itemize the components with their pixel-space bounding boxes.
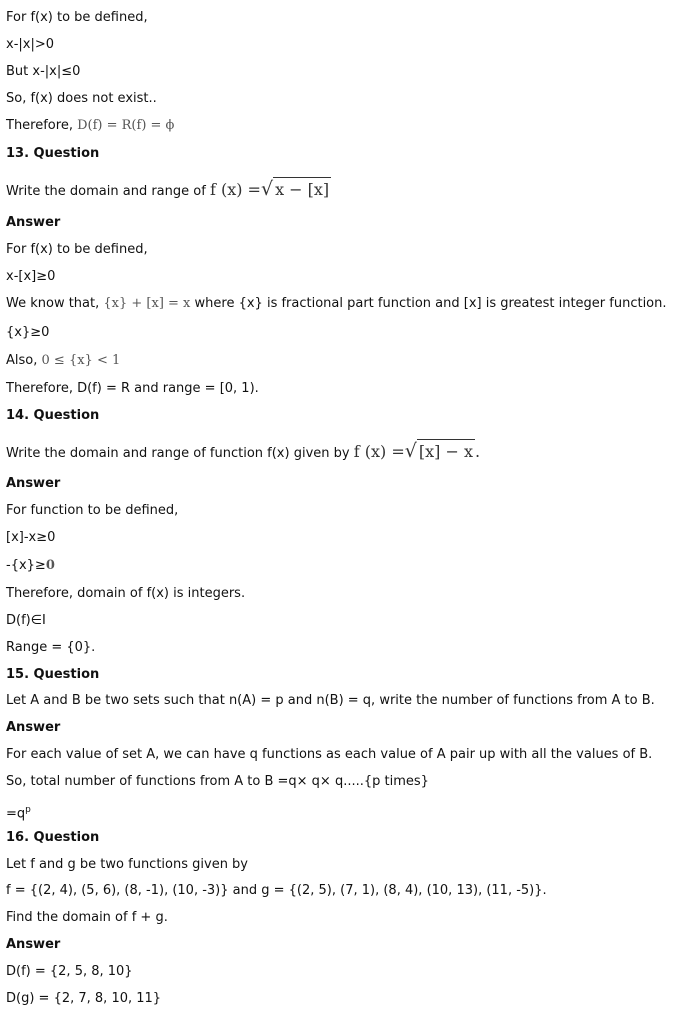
text-line: But x-|x|≤0	[6, 64, 81, 79]
line-text: We know that,	[6, 296, 100, 311]
line-text: Also,	[6, 353, 38, 368]
text-line: [x]-x≥0	[6, 530, 56, 545]
question-text: Find the domain of f + g.	[6, 910, 168, 925]
line-text: where {x} is fractional part function and [x] is greatest integer function.	[194, 296, 667, 311]
line-text: Write the domain and range of	[6, 184, 206, 199]
text-line: {x}≥0	[6, 325, 50, 340]
radical-icon: √	[260, 178, 274, 200]
text-line: For each value of set A, we can have q functions as each value of A pair up with all the values of B.	[6, 747, 653, 762]
answer-label: Answer	[6, 937, 61, 952]
text-line	[6, 296, 667, 312]
text-line	[6, 353, 120, 369]
line-text: Write the domain and range of function f(x) given by	[6, 446, 350, 461]
math-period: .	[474, 442, 481, 461]
question-text: Let A and B be two sets such that n(A) = p and n(B) = q, write the number of functions from A to B.	[6, 693, 655, 708]
line-text: -{x}≥	[6, 558, 46, 573]
question-heading: 13. Question	[6, 146, 100, 161]
text-line: For f(x) to be defined,	[6, 10, 148, 25]
math-expression: {x} + [x] = x	[103, 296, 191, 311]
text-line	[6, 558, 55, 574]
superscript: p	[25, 805, 31, 815]
text-line: For f(x) to be defined,	[6, 242, 148, 257]
question-text: f = {(2, 4), (5, 6), (8, -1), (10, -3)} and g = {(2, 5), (7, 1), (8, 4), (10, 13), (11, -5)}.	[6, 883, 547, 898]
text-line: D(f)∈I	[6, 613, 46, 628]
line-text: =q	[6, 806, 26, 822]
radical-icon: √	[404, 440, 417, 462]
text-line: Range = {0}.	[6, 640, 96, 655]
text-line: Therefore, D(f) = R and range = [0, 1).	[6, 381, 259, 396]
text-line: D(f) = {2, 5, 8, 10}	[6, 964, 133, 979]
question-text: Let f and g be two functions given by	[6, 857, 249, 872]
text-line	[6, 802, 31, 822]
question-heading: 16. Question	[6, 830, 100, 845]
text-line: x-|x|>0	[6, 37, 55, 52]
answer-label: Answer	[6, 215, 61, 230]
math-radicand: x − [x]	[273, 177, 331, 202]
math-lhs: f (x) =	[209, 180, 261, 199]
text-line: D(g) = {2, 7, 8, 10, 11}	[6, 991, 162, 1006]
text-line: x-[x]≥0	[6, 269, 56, 284]
math-expression: 0	[45, 558, 55, 573]
answer-label: Answer	[6, 720, 61, 735]
text-line: So, total number of functions from A to B =q× q× q.....{p times}	[6, 774, 429, 789]
line-text: Therefore,	[6, 118, 73, 133]
math-expression: 0 ≤ {x} < 1	[41, 353, 121, 368]
answer-label: Answer	[6, 476, 61, 491]
math-expression: D(f) = R(f) = ϕ	[77, 118, 175, 133]
math-lhs: f (x) =	[353, 442, 405, 461]
text-line	[6, 118, 174, 134]
question-heading: 14. Question	[6, 408, 100, 423]
question-text	[6, 177, 331, 204]
text-line: Therefore, domain of f(x) is integers.	[6, 586, 246, 601]
question-text	[6, 439, 480, 466]
question-heading: 15. Question	[6, 667, 100, 682]
math-radicand: [x] − x	[417, 439, 475, 464]
text-line: For function to be defined,	[6, 503, 179, 518]
text-line: So, f(x) does not exist..	[6, 91, 157, 106]
